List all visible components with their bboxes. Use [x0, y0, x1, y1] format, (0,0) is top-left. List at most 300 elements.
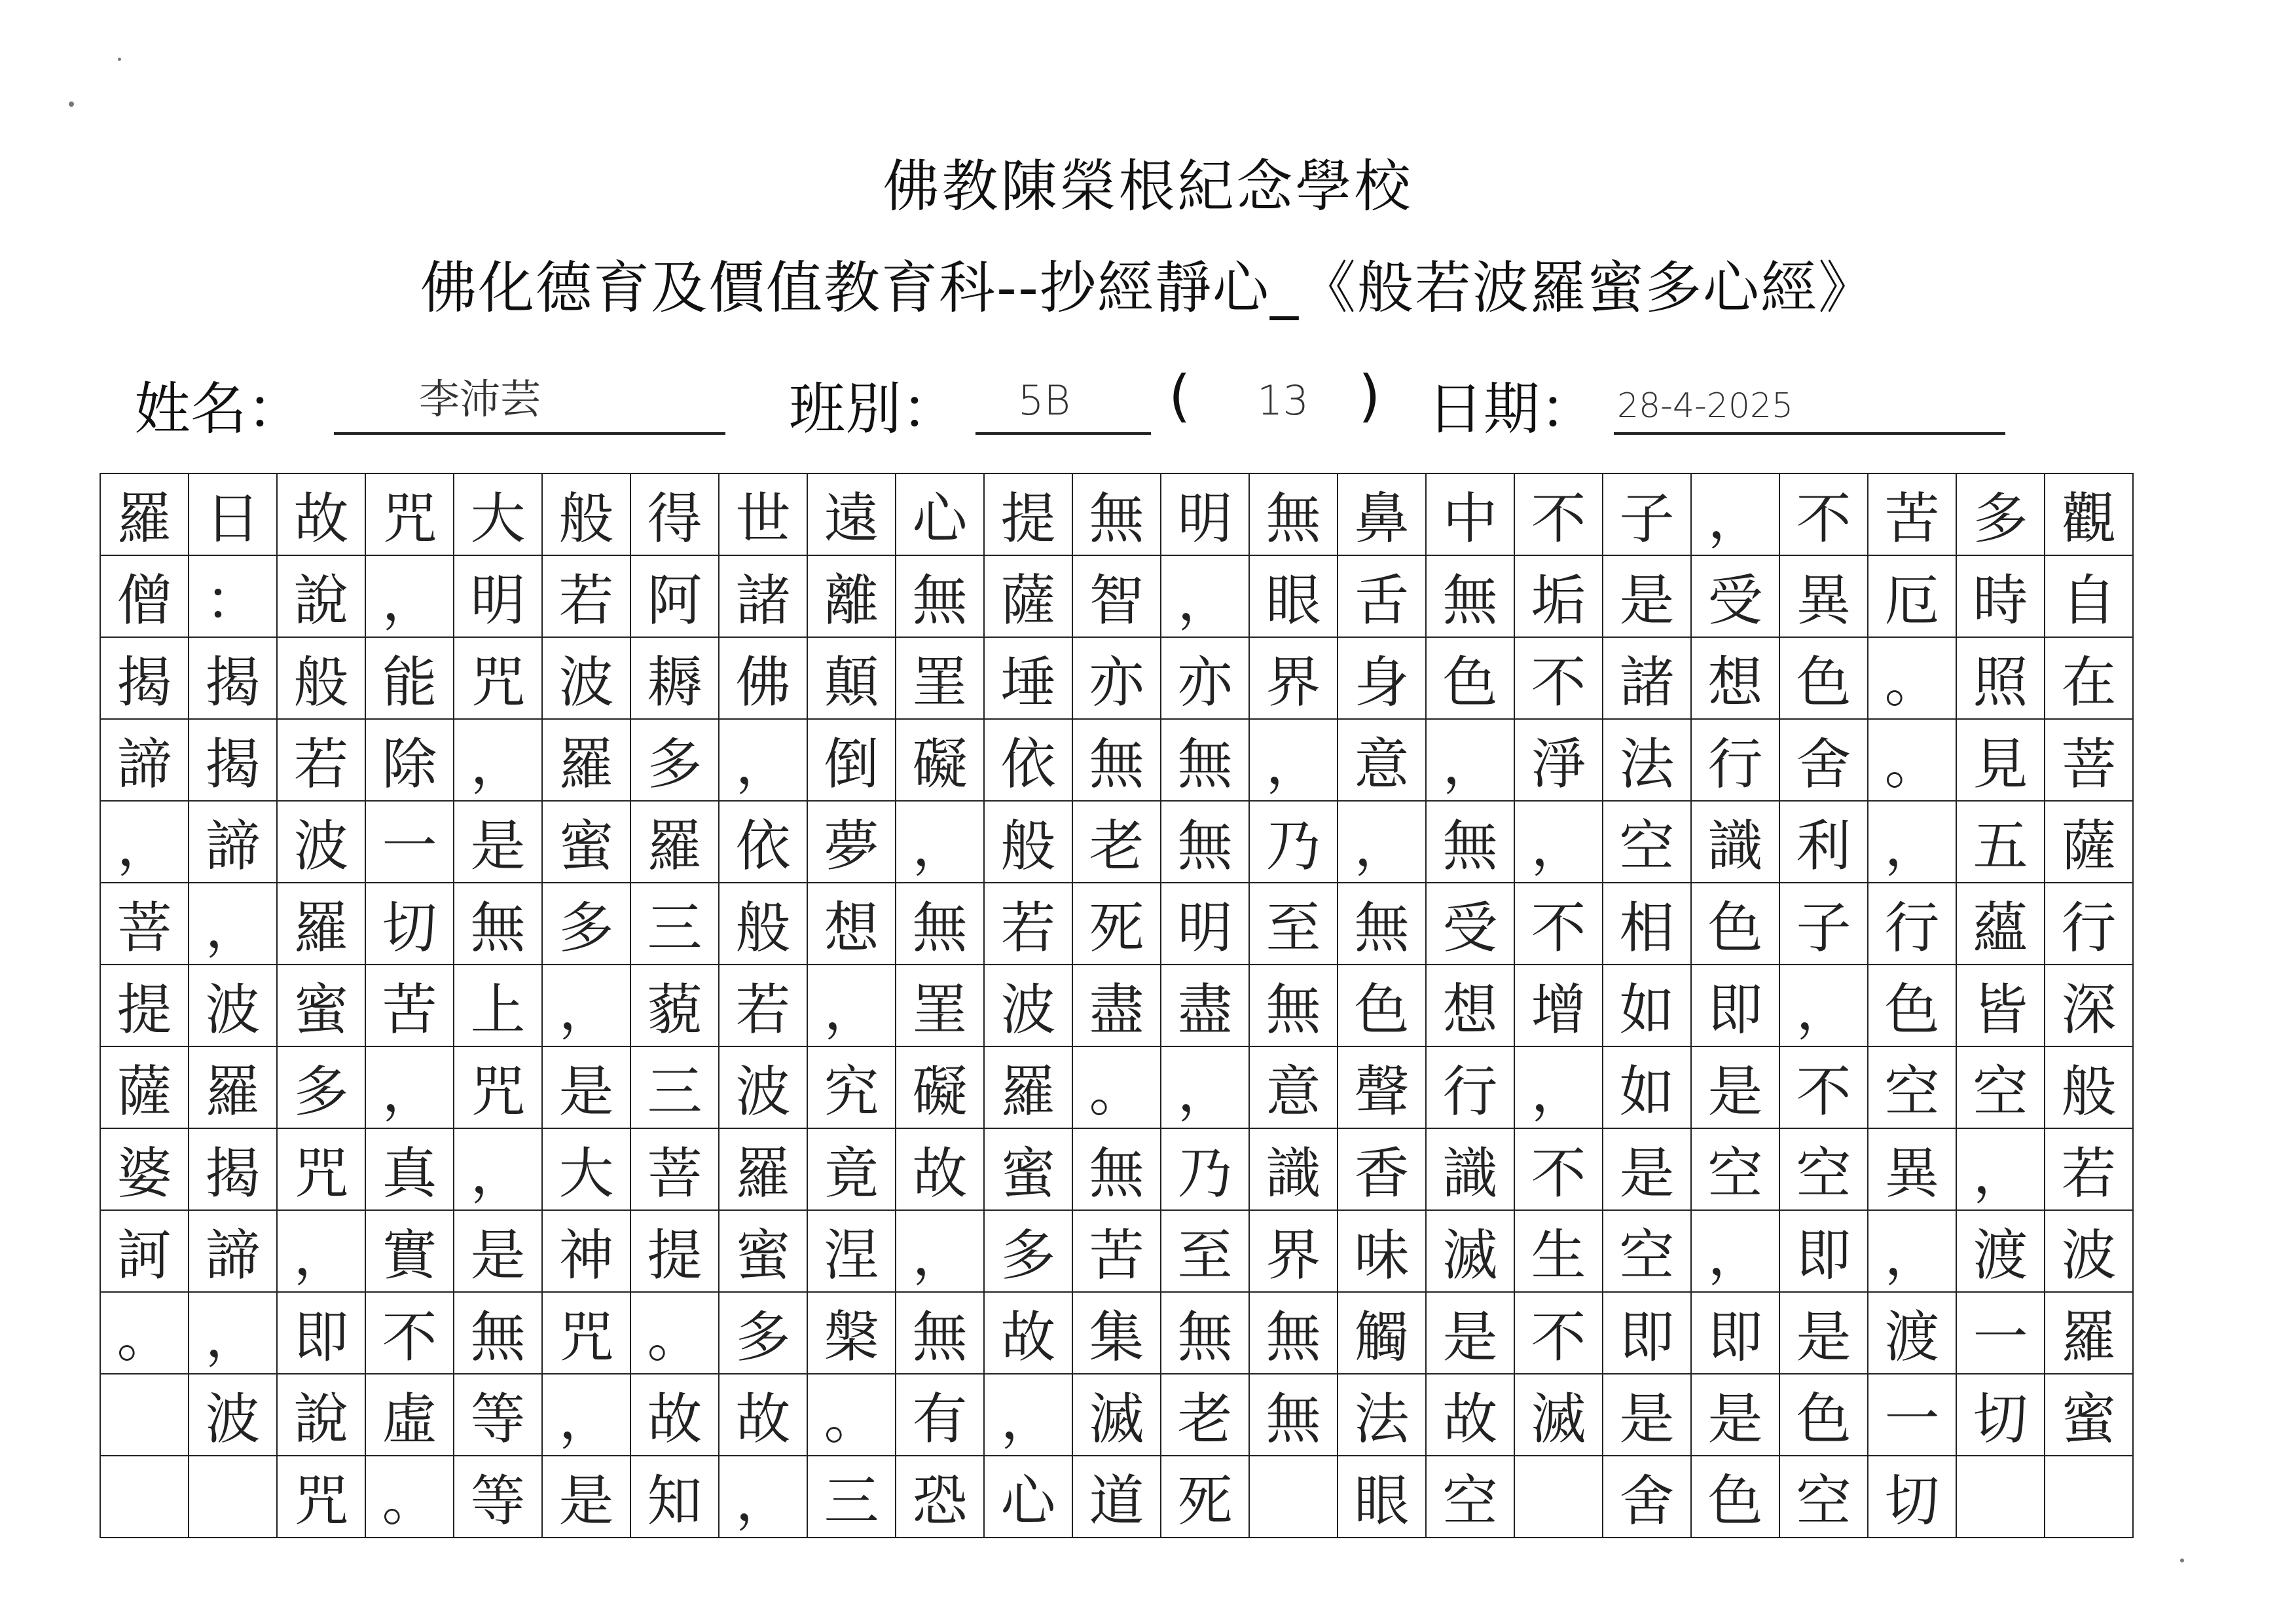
grid-cell: 子 [1603, 473, 1691, 555]
grid-cell: 鼻 [1338, 473, 1426, 555]
grid-cell: 多 [542, 883, 630, 965]
grid-cell: 識 [1691, 801, 1779, 883]
grid-cell: 無 [1249, 1374, 1338, 1456]
grid-cell: ： [189, 555, 277, 637]
grid-cell: 般 [542, 473, 630, 555]
grid-cell: 無 [1426, 555, 1514, 637]
grid-cell: 諸 [719, 555, 807, 637]
grid-cell: 若 [2045, 1128, 2133, 1210]
grid-cell: 。 [1072, 1046, 1161, 1128]
grid-cell: 死 [1072, 883, 1161, 965]
grid-cell: 等 [454, 1456, 542, 1538]
grid-cell: 羅 [542, 719, 630, 801]
grid-cell: 切 [1956, 1374, 2045, 1456]
grid-cell: 界 [1249, 1210, 1338, 1292]
grid-cell: 多 [1956, 473, 2045, 555]
grid-cell: 波 [2045, 1210, 2133, 1292]
grid-cell: 老 [1161, 1374, 1249, 1456]
grid-cell: 盡 [1072, 965, 1161, 1046]
grid-cell: 空 [1779, 1128, 1868, 1210]
grid-cell: 厄 [1868, 555, 1956, 637]
grid-cell: 眼 [1338, 1456, 1426, 1538]
grid-cell: 想 [1426, 965, 1514, 1046]
grid-cell [2045, 1456, 2133, 1538]
grid-cell: 般 [984, 801, 1072, 883]
grid-cell: 大 [542, 1128, 630, 1210]
grid-cell: 無 [1338, 883, 1426, 965]
grid-cell [100, 1456, 189, 1538]
grid-cell [1956, 1456, 2045, 1538]
grid-cell: 提 [984, 473, 1072, 555]
grid-cell: 如 [1603, 965, 1691, 1046]
grid-cell: 見 [1956, 719, 2045, 801]
grid-cell: 亦 [1161, 637, 1249, 719]
grid-cell: 。 [630, 1292, 719, 1374]
grid-cell: 多 [630, 719, 719, 801]
grid-cell: 故 [1426, 1374, 1514, 1456]
grid-row [100, 1210, 2133, 1292]
grid-cell: ， [100, 801, 189, 883]
grid-cell: 波 [542, 637, 630, 719]
grid-cell: 空 [1691, 1128, 1779, 1210]
grid-cell: 恐 [896, 1456, 984, 1538]
grid-cell: 究 [807, 1046, 896, 1128]
grid-cell: 故 [630, 1374, 719, 1456]
grid-cell: 意 [1249, 1046, 1338, 1128]
name-label: 姓名： [134, 377, 303, 442]
grid-cell [1514, 1456, 1603, 1538]
grid-cell: 揭 [100, 637, 189, 719]
grid-cell: 多 [719, 1292, 807, 1374]
grid-cell: 波 [719, 1046, 807, 1128]
grid-cell: 不 [365, 1292, 454, 1374]
grid-cell: ， [1868, 801, 1956, 883]
grid-cell: 夢 [807, 801, 896, 883]
grid-cell: 明 [454, 555, 542, 637]
grid-cell: 菩 [630, 1128, 719, 1210]
grid-cell: 空 [1603, 1210, 1691, 1292]
grid-cell: 空 [1426, 1456, 1514, 1538]
grid-row [100, 801, 2133, 883]
grid-cell: ， [984, 1374, 1072, 1456]
grid-cell: 是 [1691, 1374, 1779, 1456]
grid-cell: 能 [365, 637, 454, 719]
grid-cell: 無 [454, 1292, 542, 1374]
grid-cell: 法 [1338, 1374, 1426, 1456]
grid-cell: 滅 [1072, 1374, 1161, 1456]
grid-cell: 一 [365, 801, 454, 883]
grid-cell: 。 [807, 1374, 896, 1456]
grid-cell: 諦 [189, 1210, 277, 1292]
grid-cell: 無 [454, 883, 542, 965]
scan-speck [69, 101, 74, 107]
grid-cell: 咒 [277, 1128, 365, 1210]
grid-cell: 不 [1514, 1128, 1603, 1210]
grid-cell: 增 [1514, 965, 1603, 1046]
grid-cell: 至 [1249, 883, 1338, 965]
grid-cell: ， [1514, 1046, 1603, 1128]
grid-cell: 無 [1161, 1292, 1249, 1374]
grid-cell: 切 [365, 883, 454, 965]
grid-cell: 說 [277, 555, 365, 637]
grid-cell: 咒 [277, 1456, 365, 1538]
grid-cell: 若 [984, 883, 1072, 965]
grid-cell: ， [542, 965, 630, 1046]
grid-cell: 蜜 [542, 801, 630, 883]
grid-cell: 有 [896, 1374, 984, 1456]
grid-cell: 實 [365, 1210, 454, 1292]
grid-cell: 礙 [896, 1046, 984, 1128]
grid-cell: 竟 [807, 1128, 896, 1210]
grid-cell: 咒 [542, 1292, 630, 1374]
close-paren: ) [1358, 363, 1381, 429]
grid-cell: ， [1338, 801, 1426, 883]
grid-cell: ， [896, 801, 984, 883]
grid-cell: 多 [277, 1046, 365, 1128]
grid-cell [100, 1374, 189, 1456]
grid-cell: 顛 [807, 637, 896, 719]
grid-cell: 利 [1779, 801, 1868, 883]
grid-cell: ， [1779, 965, 1868, 1046]
grid-cell: 即 [1691, 1292, 1779, 1374]
grid-cell: 行 [1868, 883, 1956, 965]
grid-cell: 蘊 [1956, 883, 2045, 965]
grid-cell: 不 [1514, 637, 1603, 719]
grid-cell: 蜜 [2045, 1374, 2133, 1456]
grid-cell: 心 [984, 1456, 1072, 1538]
grid-cell: 揭 [189, 1128, 277, 1210]
number-value: 13 [1257, 377, 1309, 424]
grid-cell: 即 [1691, 965, 1779, 1046]
grid-cell: 空 [1779, 1456, 1868, 1538]
class-label: 班別： [789, 377, 958, 442]
grid-cell: 三 [630, 1046, 719, 1128]
class-underline [975, 432, 1151, 435]
grid-cell: ， [365, 1046, 454, 1128]
grid-cell: 一 [1956, 1292, 2045, 1374]
grid-cell: 不 [1514, 1292, 1603, 1374]
grid-cell: 法 [1603, 719, 1691, 801]
open-paren: ( [1169, 363, 1191, 429]
grid-cell: 揭 [189, 719, 277, 801]
grid-cell: 想 [807, 883, 896, 965]
grid-cell: 無 [1072, 1128, 1161, 1210]
grid-cell: 空 [1603, 801, 1691, 883]
grid-cell: 。 [100, 1292, 189, 1374]
grid-cell: 大 [454, 473, 542, 555]
grid-cell: 受 [1691, 555, 1779, 637]
grid-cell: 垢 [1514, 555, 1603, 637]
grid-row [100, 965, 2133, 1046]
grid-cell: 意 [1338, 719, 1426, 801]
grid-cell: 色 [1691, 883, 1779, 965]
grid-cell: 諦 [100, 719, 189, 801]
grid-cell: 。 [1868, 719, 1956, 801]
grid-cell: 滅 [1426, 1210, 1514, 1292]
grid-cell: 異 [1868, 1128, 1956, 1210]
grid-cell: 得 [630, 473, 719, 555]
grid-cell: 無 [1249, 965, 1338, 1046]
grid-cell: 故 [984, 1292, 1072, 1374]
grid-cell: 提 [630, 1210, 719, 1292]
grid-cell: 是 [1603, 1374, 1691, 1456]
grid-cell: 至 [1161, 1210, 1249, 1292]
grid-cell: 無 [896, 555, 984, 637]
grid-cell: 苦 [1868, 473, 1956, 555]
grid-cell: 藐 [630, 965, 719, 1046]
grid-cell: 佛 [719, 637, 807, 719]
grid-cell: 子 [1779, 883, 1868, 965]
school-title: 佛教陳榮根紀念學校 [883, 154, 1413, 219]
grid-cell: 色 [1779, 1374, 1868, 1456]
grid-cell: 般 [719, 883, 807, 965]
grid-cell: 咒 [454, 637, 542, 719]
grid-row [100, 1456, 2133, 1538]
grid-cell: 色 [1691, 1456, 1779, 1538]
grid-cell [189, 1456, 277, 1538]
grid-cell: 波 [189, 1374, 277, 1456]
grid-cell [1249, 1456, 1338, 1538]
grid-cell: 羅 [100, 473, 189, 555]
grid-cell: 香 [1338, 1128, 1426, 1210]
grid-cell: 行 [2045, 883, 2133, 965]
grid-cell: 乃 [1249, 801, 1338, 883]
grid-cell: ， [1691, 1210, 1779, 1292]
grid-cell: ， [365, 555, 454, 637]
grid-cell: 礙 [896, 719, 984, 801]
grid-cell: 滅 [1514, 1374, 1603, 1456]
grid-cell: 深 [2045, 965, 2133, 1046]
grid-cell: 觀 [2045, 473, 2133, 555]
grid-cell: 盡 [1161, 965, 1249, 1046]
grid-cell: 如 [1603, 1046, 1691, 1128]
grid-cell: 照 [1956, 637, 2045, 719]
grid-cell: 無 [1161, 801, 1249, 883]
grid-cell: 埵 [984, 637, 1072, 719]
grid-cell: 色 [1779, 637, 1868, 719]
grid-cell: 身 [1338, 637, 1426, 719]
grid-cell: 說 [277, 1374, 365, 1456]
grid-cell: 。 [1868, 637, 1956, 719]
grid-cell: 舍 [1779, 719, 1868, 801]
grid-cell: 生 [1514, 1210, 1603, 1292]
grid-cell: 時 [1956, 555, 2045, 637]
grid-cell: 僧 [100, 555, 189, 637]
grid-cell: 虛 [365, 1374, 454, 1456]
grid-cell: 提 [100, 965, 189, 1046]
grid-row [100, 555, 2133, 637]
grid-cell: 界 [1249, 637, 1338, 719]
grid-cell: 故 [277, 473, 365, 555]
grid-cell: 在 [2045, 637, 2133, 719]
grid-cell: 般 [277, 637, 365, 719]
grid-cell: 空 [1868, 1046, 1956, 1128]
grid-cell: 受 [1426, 883, 1514, 965]
grid-cell: ， [1691, 473, 1779, 555]
grid-cell: 羅 [984, 1046, 1072, 1128]
grid-cell: 般 [2045, 1046, 2133, 1128]
grid-cell: 若 [277, 719, 365, 801]
grid-cell: 色 [1426, 637, 1514, 719]
grid-cell: 是 [1603, 555, 1691, 637]
grid-cell: 薩 [2045, 801, 2133, 883]
grid-cell: 故 [896, 1128, 984, 1210]
grid-cell: 菩 [100, 883, 189, 965]
grid-cell: 不 [1779, 1046, 1868, 1128]
grid-cell: 薩 [100, 1046, 189, 1128]
grid-cell: 想 [1691, 637, 1779, 719]
grid-row [100, 883, 2133, 965]
grid-cell: 三 [807, 1456, 896, 1538]
grid-cell: 三 [630, 883, 719, 965]
grid-cell: 是 [542, 1456, 630, 1538]
grid-row [100, 1046, 2133, 1128]
grid-cell: ， [1161, 1046, 1249, 1128]
grid-cell: 苦 [1072, 1210, 1161, 1292]
grid-cell: 羅 [189, 1046, 277, 1128]
name-underline [334, 432, 725, 435]
grid-cell: ， [277, 1210, 365, 1292]
grid-cell: 集 [1072, 1292, 1161, 1374]
grid-cell: 是 [1691, 1046, 1779, 1128]
grid-cell: 色 [1868, 965, 1956, 1046]
grid-cell: 渡 [1868, 1292, 1956, 1374]
grid-cell: ， [1956, 1128, 2045, 1210]
date-label: 日期： [1427, 377, 1596, 442]
grid-cell: 罣 [896, 637, 984, 719]
grid-cell: ， [542, 1374, 630, 1456]
grid-cell: 咒 [365, 473, 454, 555]
grid-cell: 無 [1072, 719, 1161, 801]
grid-cell: 薩 [984, 555, 1072, 637]
grid-cell: 皆 [1956, 965, 2045, 1046]
grid-cell: 是 [454, 801, 542, 883]
grid-cell: 不 [1514, 473, 1603, 555]
grid-cell: 無 [896, 1292, 984, 1374]
grid-cell: 波 [277, 801, 365, 883]
grid-cell: 不 [1514, 883, 1603, 965]
grid-cell: 離 [807, 555, 896, 637]
subject-title: 佛化德育及價值教育科--抄經靜心_《般若波羅蜜多心經》 [420, 255, 1876, 321]
grid-cell: 是 [542, 1046, 630, 1128]
grid-cell: ， [1514, 801, 1603, 883]
grid-cell: 諦 [189, 801, 277, 883]
grid-cell: 揭 [189, 637, 277, 719]
grid-cell: 即 [1603, 1292, 1691, 1374]
grid-cell: ， [1868, 1210, 1956, 1292]
grid-cell: 自 [2045, 555, 2133, 637]
grid-cell: 眼 [1249, 555, 1338, 637]
grid-cell: 觸 [1338, 1292, 1426, 1374]
copy-grid [100, 473, 2134, 1538]
grid-row [100, 1374, 2133, 1456]
grid-cell: 是 [454, 1210, 542, 1292]
grid-cell: ， [454, 1128, 542, 1210]
grid-cell: 日 [189, 473, 277, 555]
grid-cell: 若 [542, 555, 630, 637]
grid-cell: 淨 [1514, 719, 1603, 801]
grid-cell: 等 [454, 1374, 542, 1456]
grid-cell: 即 [277, 1292, 365, 1374]
grid-cell: 是 [1779, 1292, 1868, 1374]
grid-cell: 羅 [277, 883, 365, 965]
grid-cell: 不 [1779, 473, 1868, 555]
grid-row [100, 1128, 2133, 1210]
grid-cell: 蜜 [719, 1210, 807, 1292]
grid-cell: 無 [1249, 1292, 1338, 1374]
grid-cell: 切 [1868, 1456, 1956, 1538]
grid-cell: 五 [1956, 801, 2045, 883]
grid-cell: 無 [1426, 801, 1514, 883]
grid-cell: 行 [1691, 719, 1779, 801]
grid-cell: 無 [1249, 473, 1338, 555]
grid-cell: 是 [1426, 1292, 1514, 1374]
grid-row [100, 1292, 2133, 1374]
grid-cell: 羅 [2045, 1292, 2133, 1374]
grid-cell: ， [189, 1292, 277, 1374]
grid-cell: 訶 [100, 1210, 189, 1292]
grid-cell: 故 [719, 1374, 807, 1456]
grid-cell: 依 [984, 719, 1072, 801]
grid-cell: ， [719, 1456, 807, 1538]
date-underline [1614, 432, 2005, 435]
grid-cell: 中 [1426, 473, 1514, 555]
class-value: 5B [1018, 377, 1071, 424]
grid-cell: ， [454, 719, 542, 801]
grid-cell: 死 [1161, 1456, 1249, 1538]
grid-cell: 道 [1072, 1456, 1161, 1538]
grid-cell: 聲 [1338, 1046, 1426, 1128]
grid-row [100, 473, 2133, 555]
grid-cell: 阿 [630, 555, 719, 637]
grid-cell: 舍 [1603, 1456, 1691, 1538]
grid-row [100, 719, 2133, 801]
grid-cell: 無 [1161, 719, 1249, 801]
name-value: 李沛芸 [419, 375, 541, 423]
grid-cell: 菩 [2045, 719, 2133, 801]
grid-cell: 倒 [807, 719, 896, 801]
grid-cell: 耨 [630, 637, 719, 719]
grid-cell: 空 [1956, 1046, 2045, 1128]
grid-cell: 心 [896, 473, 984, 555]
grid-cell: 涅 [807, 1210, 896, 1292]
grid-cell: ， [807, 965, 896, 1046]
grid-cell: 真 [365, 1128, 454, 1210]
grid-cell: 知 [630, 1456, 719, 1538]
grid-cell: 依 [719, 801, 807, 883]
date-value: 28-4-2025 [1617, 386, 1794, 426]
grid-cell: 識 [1249, 1128, 1338, 1210]
grid-cell: 明 [1161, 473, 1249, 555]
grid-cell: ， [1161, 555, 1249, 637]
grid-cell: 罣 [896, 965, 984, 1046]
grid-cell: 即 [1779, 1210, 1868, 1292]
grid-cell: 婆 [100, 1128, 189, 1210]
grid-cell: 羅 [719, 1128, 807, 1210]
grid-cell: 。 [365, 1456, 454, 1538]
grid-cell: ， [719, 719, 807, 801]
grid-cell: 相 [1603, 883, 1691, 965]
grid-cell: ， [1249, 719, 1338, 801]
grid-cell: 色 [1338, 965, 1426, 1046]
grid-cell: 舌 [1338, 555, 1426, 637]
grid-cell: 遠 [807, 473, 896, 555]
grid-cell: 無 [896, 883, 984, 965]
grid-cell: 神 [542, 1210, 630, 1292]
grid-cell: 蜜 [984, 1128, 1072, 1210]
grid-cell: ， [1426, 719, 1514, 801]
grid-cell: 是 [1603, 1128, 1691, 1210]
